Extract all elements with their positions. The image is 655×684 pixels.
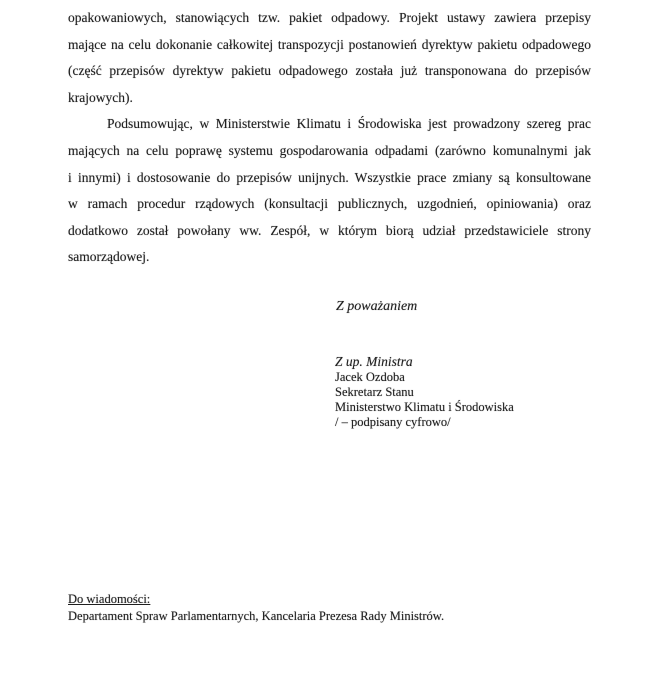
signature-organization: Ministerstwo Klimatu i Środowiska (335, 400, 514, 414)
valediction: Z poważaniem (336, 299, 418, 314)
signature-digital-note: / – podpisany cyfrowo/ (335, 415, 451, 429)
distribution-note (68, 591, 444, 624)
letter-body (68, 5, 591, 271)
paragraph-line: opakowaniowych, stanowiących tzw. pakiet odpadowy. Projekt ustawy zawiera przepisy (68, 10, 591, 25)
signature-block (335, 353, 514, 430)
paragraph-line: dodatkowo został powołany ww. Zespół, w którym biorą udział przedstawiciele strony (68, 222, 591, 238)
signature-on-behalf: Z up. Ministra (335, 354, 413, 369)
signature-name: Jacek Ozdoba (335, 370, 405, 384)
paragraph-line: mające na celu dokonanie całkowitej transpozycji postanowień dyrektyw pakietu odpadowego (68, 36, 591, 52)
paragraph-line: (część przepisów dyrektyw pakietu odpadowego została już transponowana do przepisów (68, 63, 591, 79)
paragraph-line: samorządowej. (68, 249, 150, 265)
cc-recipients: Departament Spraw Parlamentarnych, Kancelaria Prezesa Rady Ministrów. (68, 608, 445, 623)
paragraph-line: krajowych). (68, 89, 133, 105)
cc-label: Do wiadomości: (68, 592, 151, 606)
paragraph-line: Podsumowując, w Ministerstwie Klimatu i Środowiska jest prowadzony szereg prac (107, 116, 591, 132)
paragraph-line: mających na celu poprawę systemu gospodarowania odpadami (zarówno komunalnymi jak (68, 142, 591, 158)
paragraph-line: w ramach procedur rządowych (konsultacji publicznych, uzgodnień, opiniowania) oraz (68, 196, 591, 212)
paragraph-line: i innymi) i dostosowanie do przepisów unijnych. Wszystkie prace zmiany są konsultowane (68, 169, 591, 185)
signature-title: Sekretarz Stanu (335, 385, 414, 399)
